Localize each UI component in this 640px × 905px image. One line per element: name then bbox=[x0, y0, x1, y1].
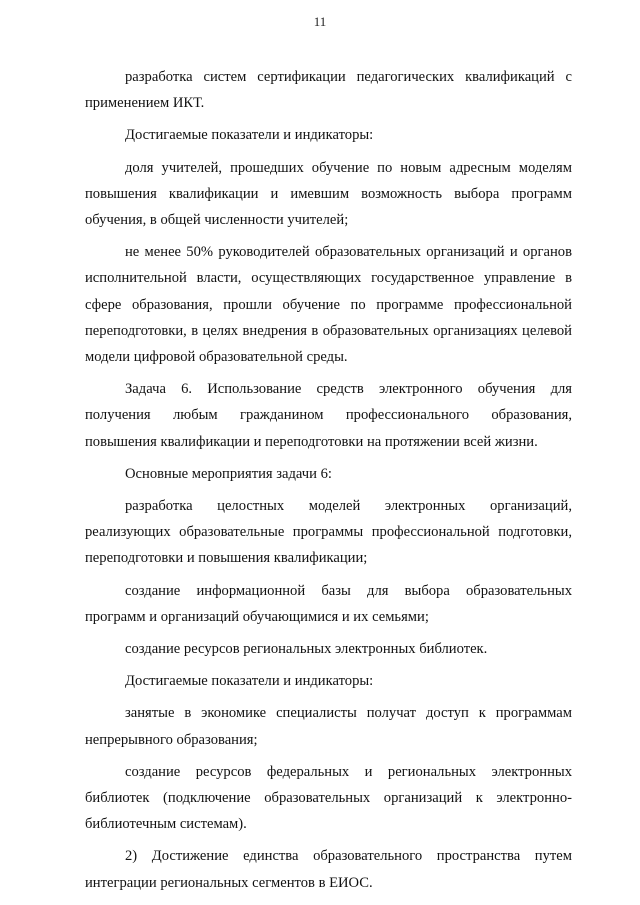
paragraph-teachers-share: доля учителей, прошедших обучение по новым адресным моделям повышения квалификации и имевшим возможность выбора программ обучения, в общей численности учителей; bbox=[85, 159, 572, 229]
paragraph-information-base: создание информационной базы для выбора образовательных программ и организаций обучающимися и их семьями; bbox=[85, 582, 572, 625]
paragraph-indicators-heading-2: Достигаемые показатели и индикаторы: bbox=[125, 673, 374, 690]
page-number: 11 bbox=[313, 14, 327, 29]
paragraph-task-6: Задача 6. Использование средств электронного обучения для получения любым гражданином профессионального образования, повышения квалификации и переподготовки на протяжении всей жизни. bbox=[85, 381, 572, 450]
paragraph-unified-space: 2) Достижение единства образовательного пространства путем интеграции региональных сегментов в ЕИОС. bbox=[85, 848, 572, 891]
paragraph-task-6-measures: Основные мероприятия задачи 6: bbox=[125, 465, 332, 482]
paragraph-electronic-organizations: разработка целостных моделей электронных организаций, реализующих образовательные программы профессиональной подготовки, переподготовки и повышения квалификации; bbox=[85, 498, 572, 567]
paragraph-federal-libraries: создание ресурсов федеральных и региональных электронных библиотек (подключение образовательных организаций к электронно-библиотечным системам). bbox=[85, 763, 572, 833]
paragraph-managers-training: не менее 50% руководителей образовательных организаций и органов исполнительной власти, осуществляющих государственное управление в сфере образования, прошли обучение по программе профессиональной переподготовки, в целях внедрения в образовательных организациях целевой модели цифровой образовательной среды. bbox=[85, 244, 572, 366]
paragraph-specialists-access: занятые в экономике специалисты получат доступ к программам непрерывного образования; bbox=[85, 705, 572, 748]
paragraph-indicators-heading: Достигаемые показатели и индикаторы: bbox=[125, 127, 374, 144]
paragraph-certification-systems: разработка систем сертификации педагогических квалификаций с применением ИКТ. bbox=[85, 69, 572, 112]
document-body bbox=[85, 64, 572, 896]
paragraph-regional-libraries: создание ресурсов региональных электронных библиотек. bbox=[125, 641, 488, 658]
